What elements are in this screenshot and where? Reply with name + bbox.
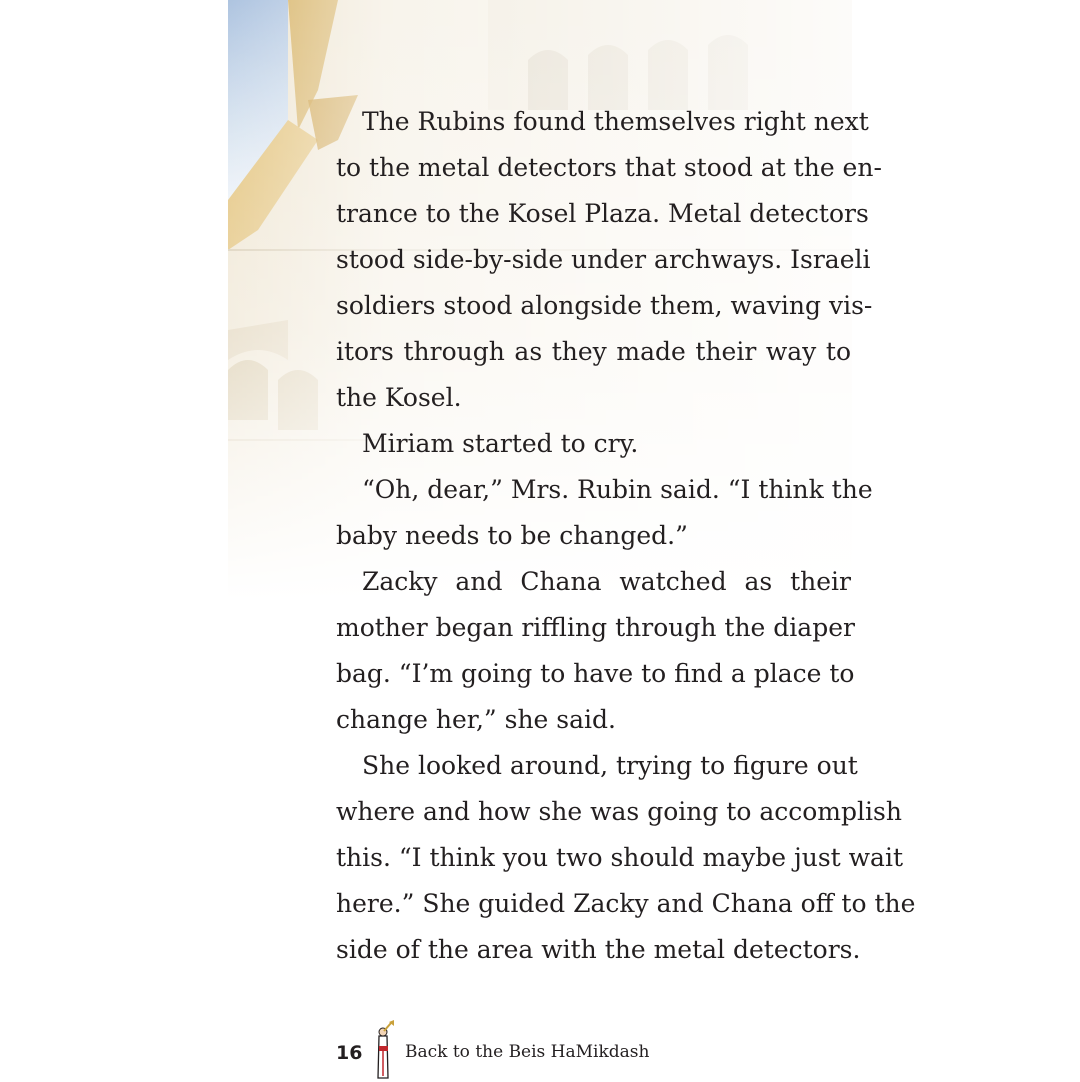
text-line: Miriam started to cry. [362, 429, 639, 458]
paragraph-3 [336, 467, 873, 559]
text-line: change her,” she said. [336, 705, 616, 734]
book-title: Back to the Beis HaMikdash [405, 1042, 650, 1062]
story-text [336, 99, 916, 973]
paragraph-4 [336, 559, 855, 743]
text-line: bag. “I’m going to have to find a place to [336, 659, 855, 688]
kohen-trumpet-icon [370, 1020, 396, 1082]
page-number: 16 [336, 1042, 363, 1064]
text-line: stood side-by-side under archways. Israeli [336, 245, 871, 274]
paragraph-5 [336, 743, 916, 973]
text-line: here.” She guided Zacky and Chana off to the [336, 889, 916, 918]
text-line: itors through as they made their way to [336, 337, 851, 366]
text-line: to the metal detectors that stood at the en- [336, 153, 882, 182]
page-footer [336, 1020, 736, 1082]
text-line: The Rubins found themselves right next [362, 107, 869, 136]
text-line: baby needs to be changed.” [336, 521, 688, 550]
text-line: this. “I think you two should maybe just wait [336, 843, 904, 872]
text-line: “Oh, dear,” Mrs. Rubin said. “I think the [362, 475, 873, 504]
text-line: the Kosel. [336, 383, 462, 412]
text-line: side of the area with the metal detectors. [336, 935, 861, 964]
book-page [228, 0, 916, 1080]
text-line: Zacky and Chana watched as their [362, 567, 851, 596]
text-line: where and how she was going to accomplish [336, 797, 902, 826]
text-line: trance to the Kosel Plaza. Metal detectors [336, 199, 869, 228]
paragraph-1 [336, 99, 882, 421]
text-line: soldiers stood alongside them, waving vis- [336, 291, 873, 320]
paragraph-2 [336, 421, 851, 467]
text-line: She looked around, trying to figure out [362, 751, 858, 780]
text-line: mother began riffling through the diaper [336, 613, 855, 642]
